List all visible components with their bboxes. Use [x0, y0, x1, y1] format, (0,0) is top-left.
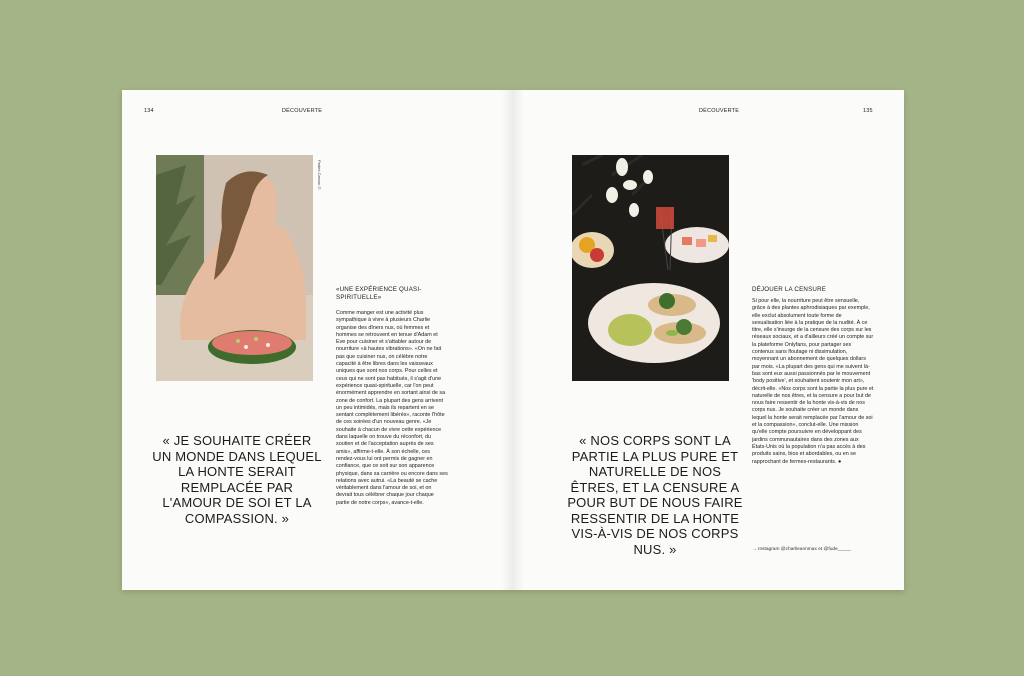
section-label: DÉCOUVERTE — [699, 108, 740, 114]
body-text — [752, 298, 874, 466]
subheading: DÉJOUER LA CENSURE — [752, 286, 827, 293]
page-number: 134 — [144, 108, 154, 114]
magazine-spread — [122, 90, 904, 590]
body-text — [336, 310, 448, 507]
section-label: DÉCOUVERTE — [282, 108, 323, 114]
left-page — [122, 90, 513, 590]
woman-watermelon-photo — [156, 155, 313, 381]
subheading: «UNE EXPÉRIENCE QUASI-SPIRITUELLE» — [336, 286, 422, 301]
pull-quote: « JE SOUHAITE CRÉER UN MONDE DANS LEQUEL LA HONTE SERAIT REMPLACÉE PAR L'AMOUR DE SOI ET LA COMPASSION. » — [152, 433, 322, 526]
food-table-photo — [572, 155, 729, 381]
pull-quote: « NOS CORPS SONT LA PARTIE LA PLUS PURE ET NATURELLE DE NOS ÊTRES, ET LA CENSURE A POUR BUT DE NOUS FAIRE RESSENTIR DE LA HONTE VIS-À-VIS DE NOS CORPS NUS. » — [567, 433, 743, 557]
page-number: 135 — [863, 108, 873, 114]
instagram-footnote: → Instagram @charlieannmax et @fude_____ — [752, 547, 852, 552]
photo-credit: Padmi Carson © — [317, 160, 322, 190]
right-page — [513, 90, 904, 590]
body-paragraph: Comme manger est une activité plus sympathique à vivre à plusieurs Charlie organise des dîners nus, où femmes et hommes se retrouvent en tenue d'Adam et Eve pour cuisiner et s'attabler autour de nourriture «à hautes vibrations». «On ne fait pas que cuisiner nus, on célèbre notre capacité à être libres dans les vaisseaux uniques que sont nos corps. Pour celles et ceux qui ne sont pas habitués, il s'agit d'une expérience quasi-spirituelle, car l'on peut énormément apprendre en sortant ainsi de sa zone de confort. La plupart des gens arrivent un peu intimidés, mais ils repartent en se sentant complètement libérés», raconte l'hôte de ces soirées d'un nouveau genre. «Je souhaite à chacun de vivre cette expérience dans laquelle on trouve du réconfort, du soutien et de l'acceptation auprès de ses amis», affirme-t-elle. À son échelle, ces rendez-vous lui ont permis de gagner en confiance, que ce soit sur son apparence physique, dans sa carrière ou encore dans ses relations avec autrui. «La beauté se cache véritablement dans l'amour de soi, et on devrait tous célébrer chaque jour chaque partie de notre corps», avance-t-elle. — [336, 310, 448, 506]
body-paragraph: Si pour elle, la nourriture peut être sensuelle, grâce à des plantes aphrodisiaques par exemple, elle exclut absolument toute forme de sexualisation liée à la pratique de la nudité. À ce titre, elle s'insurge de la censure des corps sur les réseaux sociaux, et a d'ailleurs créé un compte sur la plateforme Onlyfans, pour partager ses contenus sans floutage ni dissimulation, moyennant un abonnement de quelques dollars par mois. «La plupart des gens qui me suivent là-bas sont eux aussi passionnés par le mouvement 'body positive', et souhaitent soutenir mon art», décrit-elle. «Nos corps sont la partie la plus pure et naturelle de nos êtres, et la censure a pour but de nous faire ressentir de la honte vis-à-vis de nos corps nus. Je souhaite créer un monde dans lequel la honte serait remplacée par l'amour de soi et la compassion», conclut-elle. Une mission qu'elle compte poursuivre en développant des jardins communautaires dans des zones aux États-Unis où la population n'a pas accès à des produits sains, bios et abordables, ou en se rapprochant de fermes-restaurants. ● — [752, 298, 874, 465]
